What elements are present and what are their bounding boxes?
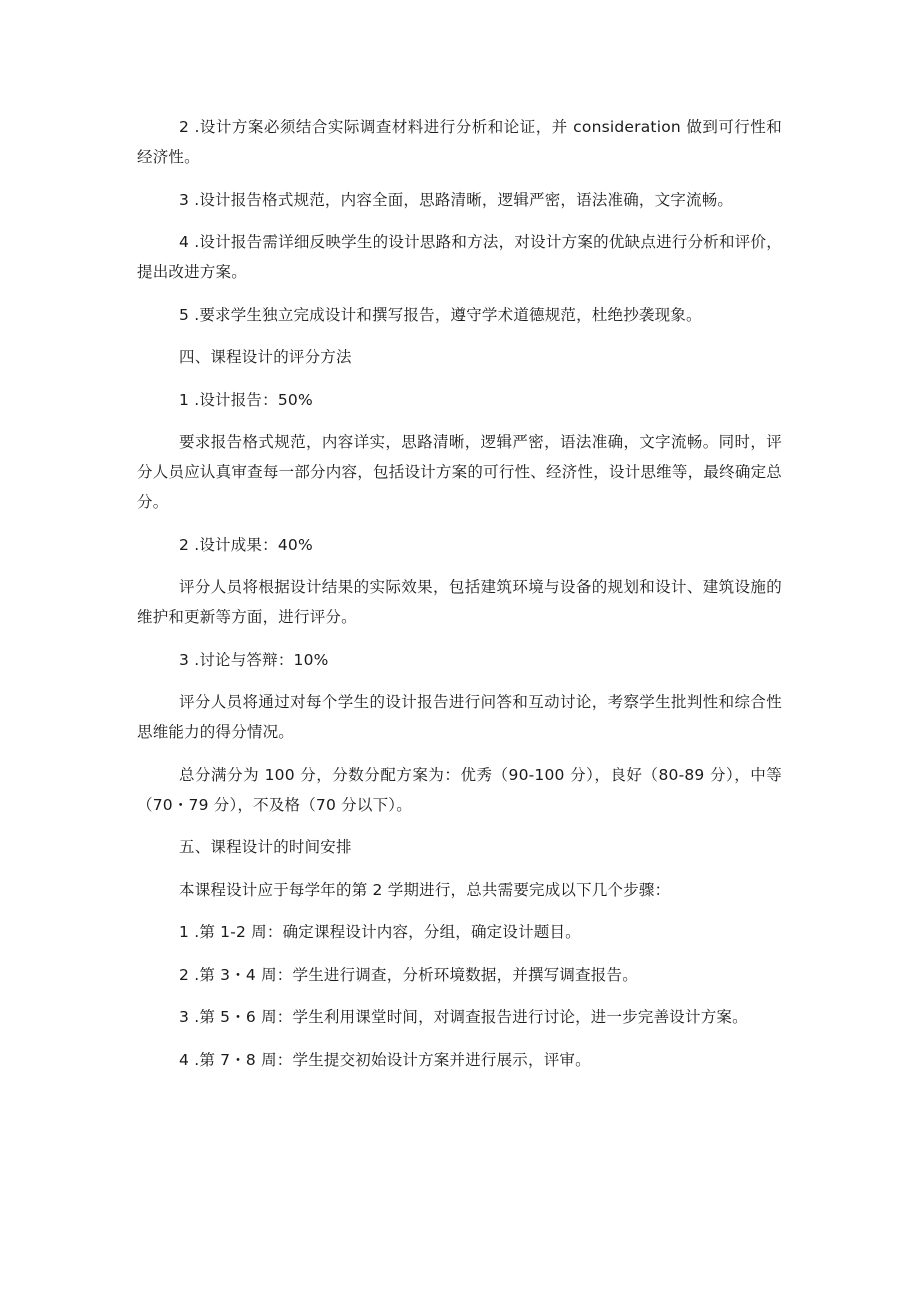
schedule-step-4: 4 .第 7・8 周：学生提交初始设计方案并进行展示，评审。 <box>179 1050 591 1069</box>
requirement-item-4: 4 .设计报告需详细反映学生的设计思路和方法，对设计方案的优缺点进行分析和评价，提出改进方案。 <box>137 233 782 281</box>
grading-item-results: 2 .设计成果：40% <box>179 535 313 554</box>
grading-results-detail: 评分人员将根据设计结果的实际效果，包括建筑环境与设备的规划和设计、建筑设施的维护和更新等方面，进行评分。 <box>137 578 782 626</box>
grading-total-scale: 总分满分为 100 分，分数分配方案为：优秀（90-100 分），良好（80-89 分），中等（70・79 分），不及格（70 分以下）。 <box>137 765 782 814</box>
grading-item-report: 1 .设计报告：50% <box>179 390 313 409</box>
schedule-step-3: 3 .第 5・6 周：学生利用课堂时间，对调查报告进行讨论，进一步完善设计方案。 <box>179 1008 748 1026</box>
document-body <box>137 112 782 1075</box>
grading-item-defense: 3 .讨论与答辩：10% <box>179 650 329 669</box>
grading-report-detail: 要求报告格式规范，内容详实，思路清晰，逻辑严密，语法准确，文字流畅。同时，评分人员应认真审查每一部分内容，包括设计方案的可行性、经济性，设计思维等，最终确定总分。 <box>137 433 782 511</box>
grading-defense-detail: 评分人员将通过对每个学生的设计报告进行问答和互动讨论，考察学生批判性和综合性思维能力的得分情况。 <box>137 693 782 741</box>
section-heading-schedule: 五、课程设计的时间安排 <box>179 838 352 856</box>
requirement-item-5: 5 .要求学生独立完成设计和撰写报告，遵守学术道德规范，杜绝抄袭现象。 <box>179 305 702 324</box>
schedule-intro: 本课程设计应于每学年的第 2 学期进行，总共需要完成以下几个步骤： <box>179 880 671 899</box>
requirement-item-2: 2 .设计方案必须结合实际调查材料进行分析和论证，并 consideration 做到可行性和经济性。 <box>137 118 782 166</box>
schedule-step-2: 2 .第 3・4 周：学生进行调查，分析环境数据，并撰写调查报告。 <box>179 965 638 984</box>
section-heading-grading: 四、课程设计的评分方法 <box>179 348 352 366</box>
requirement-item-3: 3 .设计报告格式规范，内容全面，思路清晰，逻辑严密，语法准确，文字流畅。 <box>179 190 734 209</box>
schedule-step-1: 1 .第 1-2 周：确定课程设计内容，分组，确定设计题目。 <box>179 923 581 941</box>
